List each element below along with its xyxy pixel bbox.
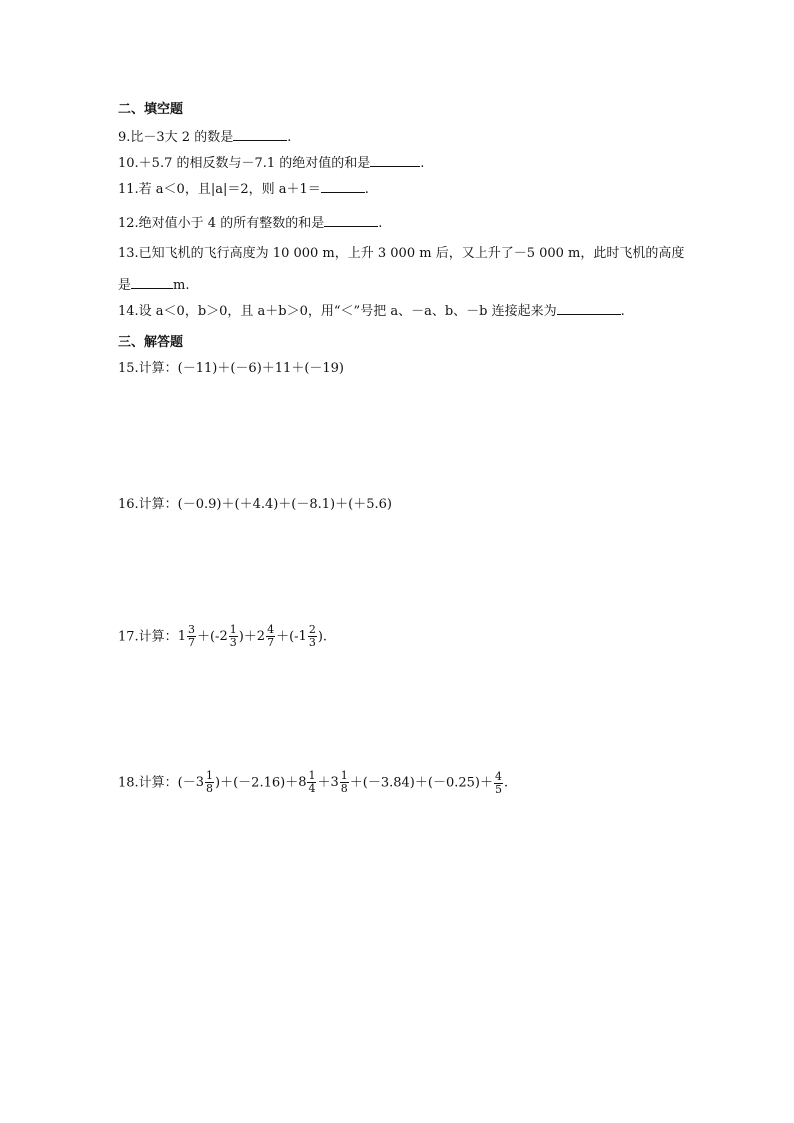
mixed-number-3: 3 $\frac{1}{8}$ [330, 769, 348, 795]
question-11 [118, 180, 369, 199]
question-11-end: . [364, 182, 369, 197]
question-12 [118, 214, 382, 233]
operator-2: )＋ [238, 629, 257, 645]
question-10 [118, 154, 424, 173]
question-18 [118, 768, 508, 799]
question-14 [118, 302, 625, 321]
operator-2: ＋ [317, 775, 331, 791]
question-11-text: 11.若 a＜0，且|a|＝2，则 a＋1＝ [118, 182, 321, 197]
mixed-number-2: 2 $\frac{1}{3}$ [219, 623, 237, 649]
question-17 [118, 622, 327, 653]
operator-3: ＋(- [276, 629, 299, 645]
question-10-end: . [420, 156, 425, 171]
question-17-end: ). [317, 629, 328, 645]
question-18-prefix: 18.计算：(－ [118, 775, 196, 791]
question-9-text: 9.比－3大 2 的数是 [118, 130, 234, 145]
question-14-end: . [620, 304, 625, 319]
question-17-prefix: 17.计算： [118, 629, 178, 645]
question-15: 15.计算：(－11)＋(－6)＋11＋(－19) [118, 361, 345, 376]
answer-blank-10[interactable] [370, 154, 420, 167]
mixed-number-4: 1 $\frac{2}{3}$ [298, 623, 316, 649]
answer-blank-14[interactable] [557, 302, 621, 315]
operator-1: )＋(－2.16)＋ [215, 775, 299, 791]
question-10-text: 10.＋5.7 的相反数与－7.1 的绝对值的和是 [118, 156, 371, 171]
answer-blank-13[interactable] [131, 276, 173, 289]
mixed-number-2: 8 $\frac{1}{4}$ [298, 769, 316, 795]
mixed-number-3: 2 $\frac{4}{7}$ [256, 623, 275, 649]
question-14-text: 14.设 a＜0，b＞0，且 a＋b＞0，用“＜”号把 a、－a、b、－b 连接起来为 [118, 304, 557, 319]
question-13-line-1: 13.已知飞机的飞行高度为 10 000 m，上升 3 000 m 后，又上升了－5 000 m，此时飞机的高度 [118, 246, 685, 261]
fraction-4: $\frac{4}{5}$ [494, 769, 502, 796]
question-13-start: 是 [118, 278, 132, 293]
question-12-text: 12.绝对值小于 4 的所有整数的和是 [118, 216, 325, 231]
question-12-end: . [378, 216, 383, 231]
question-9-end: . [287, 130, 292, 145]
section-3-title: 三、解答题 [118, 335, 184, 350]
mixed-number-1: 3 $\frac{1}{8}$ [195, 769, 214, 795]
section-2-title: 二、填空题 [118, 102, 184, 117]
operator-1: ＋(- [196, 629, 220, 645]
question-16: 16.计算：(－0.9)＋(＋4.4)＋(－8.1)＋(＋5.6) [118, 497, 392, 512]
operator-3: ＋(－3.84)＋(－0.25)＋ [349, 775, 493, 791]
answer-blank-12[interactable] [324, 214, 378, 227]
answer-blank-11[interactable] [321, 180, 365, 193]
mixed-number-1: 1 $\frac{3}{7}$ [177, 623, 195, 649]
question-13-line-2 [118, 276, 189, 295]
question-9 [118, 128, 291, 147]
question-13-end: m. [173, 278, 190, 293]
answer-blank-9[interactable] [233, 128, 287, 141]
question-18-end: . [503, 775, 509, 791]
